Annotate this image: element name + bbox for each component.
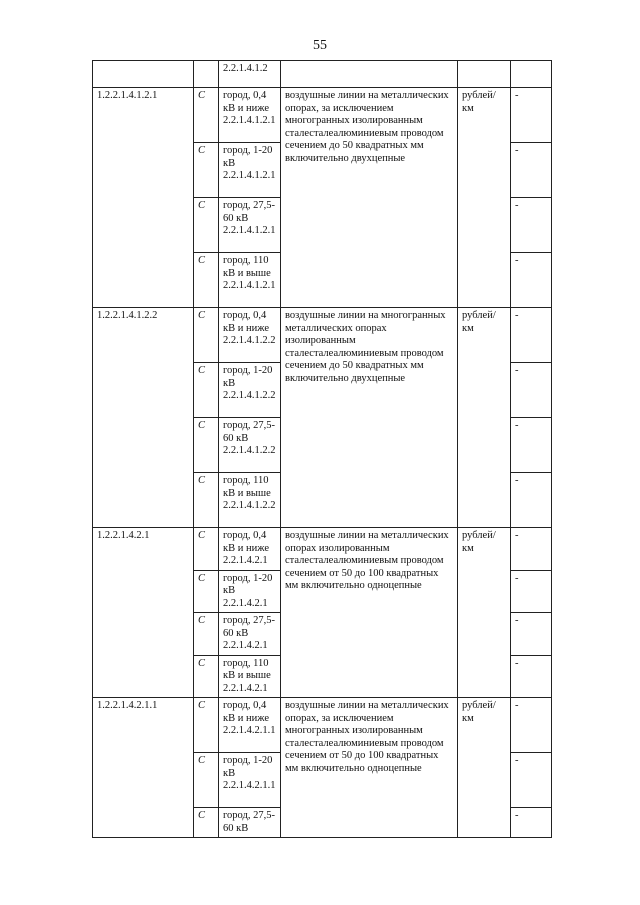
mark-cell: [194, 61, 219, 88]
table-row: [93, 698, 552, 753]
mark-cell: С: [194, 570, 219, 613]
table-row: [93, 528, 552, 571]
mark-cell: С: [194, 198, 219, 253]
description-cell: воздушные линии на металлических опорах, за исключением многогранных изолированным сталесталеалюминиевым проводом сечением до 50 квадратных мм включительно двухцепные: [281, 88, 458, 308]
value-cell: -: [511, 808, 552, 838]
name-cell: город, 0,4 кВ и ниже 2.2.1.4.2.1: [219, 528, 281, 571]
code-cell: 1.2.2.1.4.1.2.2: [93, 308, 194, 528]
name-cell: город, 1-20 кВ 2.2.1.4.1.2.1: [219, 143, 281, 198]
description-cell: воздушные линии на металлических опорах, за исключением многогранных изолированным сталесталеалюминиевым проводом сечением от 50 до 100 квадратных мм включительно одноцепные: [281, 698, 458, 838]
unit-cell: рублей/км: [458, 528, 511, 698]
name-cell: город, 0,4 кВ и ниже 2.2.1.4.1.2.1: [219, 88, 281, 143]
mark-cell: С: [194, 473, 219, 528]
name-cell: город, 110 кВ и выше 2.2.1.4.1.2.2: [219, 473, 281, 528]
table-row: [93, 61, 552, 88]
name-cell: 2.2.1.4.1.2: [219, 61, 281, 88]
name-cell: город, 27,5-60 кВ: [219, 808, 281, 838]
table-row: [93, 308, 552, 363]
value-cell: -: [511, 698, 552, 753]
name-cell: город, 110 кВ и выше 2.2.1.4.1.2.1: [219, 253, 281, 308]
unit-cell: рублей/км: [458, 88, 511, 308]
name-cell: город, 1-20 кВ 2.2.1.4.1.2.2: [219, 363, 281, 418]
mark-cell: С: [194, 363, 219, 418]
mark-cell: С: [194, 698, 219, 753]
value-cell: -: [511, 253, 552, 308]
value-cell: -: [511, 143, 552, 198]
value-cell: -: [511, 570, 552, 613]
tariff-table: [92, 60, 552, 838]
mark-cell: С: [194, 528, 219, 571]
value-cell: -: [511, 753, 552, 808]
code-cell: 1.2.2.1.4.1.2.1: [93, 88, 194, 308]
name-cell: город, 0,4 кВ и ниже 2.2.1.4.1.2.2: [219, 308, 281, 363]
value-cell: -: [511, 308, 552, 363]
code-cell: 1.2.2.1.4.2.1: [93, 528, 194, 698]
name-cell: город, 0,4 кВ и ниже 2.2.1.4.2.1.1: [219, 698, 281, 753]
mark-cell: С: [194, 308, 219, 363]
name-cell: город, 27,5-60 кВ 2.2.1.4.1.2.1: [219, 198, 281, 253]
code-cell: 1.2.2.1.4.2.1.1: [93, 698, 194, 838]
value-cell: -: [511, 655, 552, 698]
mark-cell: С: [194, 808, 219, 838]
description-cell: воздушные линии на металлических опорах изолированным сталесталеалюминиевым проводом сечением от 50 до 100 квадратных мм включительно одноцепные: [281, 528, 458, 698]
name-cell: город, 27,5-60 кВ 2.2.1.4.2.1: [219, 613, 281, 656]
mark-cell: С: [194, 753, 219, 808]
mark-cell: С: [194, 418, 219, 473]
name-cell: город, 27,5-60 кВ 2.2.1.4.1.2.2: [219, 418, 281, 473]
table-row: [93, 88, 552, 143]
description-cell: воздушные линии на многогранных металлических опорах изолированным сталесталеалюминиевым проводом сечением до 50 квадратных мм включительно двухцепные: [281, 308, 458, 528]
value-cell: -: [511, 613, 552, 656]
unit-cell: рублей/км: [458, 308, 511, 528]
mark-cell: С: [194, 88, 219, 143]
value-cell: -: [511, 473, 552, 528]
mark-cell: С: [194, 655, 219, 698]
value-cell: -: [511, 528, 552, 571]
code-cell: [93, 61, 194, 88]
page-number: 55: [313, 38, 327, 53]
value-cell: [511, 61, 552, 88]
value-cell: -: [511, 88, 552, 143]
name-cell: город, 110 кВ и выше 2.2.1.4.2.1: [219, 655, 281, 698]
value-cell: -: [511, 418, 552, 473]
description-cell: [281, 61, 458, 88]
mark-cell: С: [194, 143, 219, 198]
name-cell: город, 1-20 кВ 2.2.1.4.2.1.1: [219, 753, 281, 808]
name-cell: город, 1-20 кВ 2.2.1.4.2.1: [219, 570, 281, 613]
value-cell: -: [511, 198, 552, 253]
mark-cell: С: [194, 253, 219, 308]
mark-cell: С: [194, 613, 219, 656]
unit-cell: рублей/км: [458, 698, 511, 838]
unit-cell: [458, 61, 511, 88]
value-cell: -: [511, 363, 552, 418]
